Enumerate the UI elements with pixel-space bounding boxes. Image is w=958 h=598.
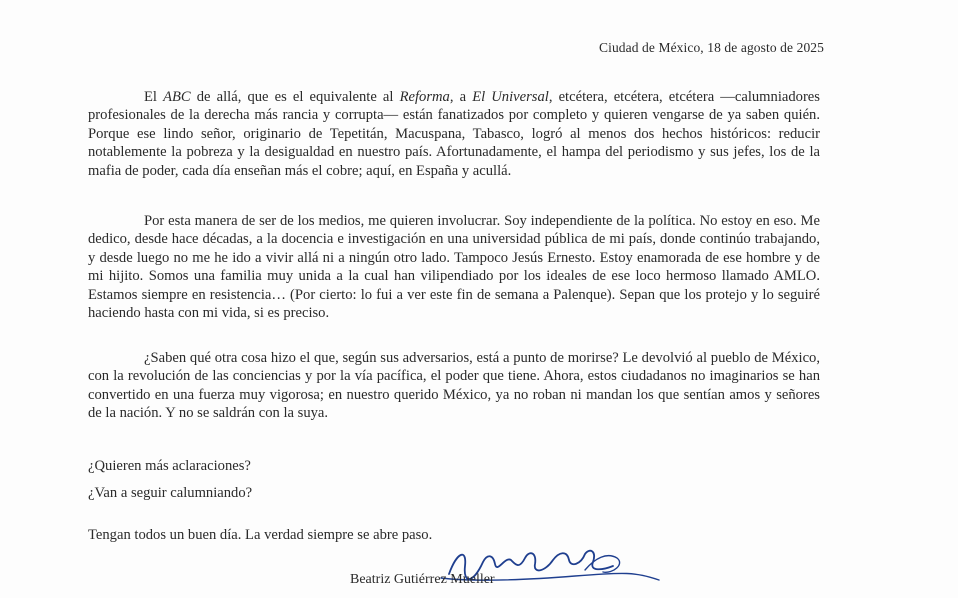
paragraph-2 [88, 212, 820, 322]
paragraph-1-text-a: El [144, 89, 164, 105]
paragraph-2-text: Por esta manera de ser de los medios, me quieren involucrar. Soy independiente de la política. No estoy en eso. Me dedico, desde hace décadas, a la docencia e investigación en una universidad pública de mi país, donde continúo trabajando, y desde luego no me he ido a vivir allá ni a ningún otro lado. Tampoco Jesús Ernesto. Estoy enamorada de ese hombre y de mi hijito. Somos una familia muy unida a la cual han vilipendiado por los ideales de ese loco hermoso llamado AMLO. Estamos siempre en resistencia… (Por cierto: lo fui a ver este fin de semana a Palenque). Sepan que los protejo y lo seguiré haciendo hasta con mi vida, si es preciso. [88, 213, 820, 322]
closing-line: Tengan todos un buen día. La verdad siempre se abre paso. [88, 527, 433, 543]
universal-title: El Universal [472, 89, 549, 105]
paragraph-1-text-b: de allá, que es el equivalente al [190, 89, 400, 105]
paragraph-3-text: ¿Saben qué otra cosa hizo el que, según sus adversarios, está a punto de morirse? Le devolvió al pueblo de México, con la revolución de las conciencias y por la vía pacífica, el poder que tiene. Ahora, estos ciudadanos no imaginarios se han convertido en una fuerza muy vigorosa; en nuestro querido México, ya no roban ni mandan los que sentían amos y señores de la nación. Y no se saldrán con la suya. [88, 350, 820, 422]
letter-date: Ciudad de México, 18 de agosto de 2025 [598, 40, 824, 55]
abc-title: ABC [163, 89, 191, 105]
signer-name: Beatriz Gutiérrez Mueller [350, 572, 495, 587]
paragraph-1-text-d: , etcétera, etcétera, etcétera —calumniadores profesionales de la derecha más rancia y corrupta— están fanatizados por completo y quieren vengarse de ya saben quién. Porque ese lindo señor, originario de Tepetitán, Macuspana, Tabasco, logró al menos dos hechos históricos: reducir notablemente la pobreza y la desigualdad en nuestro país. Afortunadamente, el hampa del periodismo y sus jefes, los de la mafia de poder, cada día enseñan más el cobre; aquí, en España y acullá. [88, 89, 820, 179]
paragraph-3 [88, 349, 820, 423]
paragraph-1-text-c: , a [449, 89, 473, 105]
question-1: ¿Quieren más aclaraciones? [88, 458, 251, 474]
question-2: ¿Van a seguir calumniando? [88, 485, 253, 501]
reforma-title: Reforma [399, 89, 450, 105]
paragraph-1 [88, 88, 820, 180]
